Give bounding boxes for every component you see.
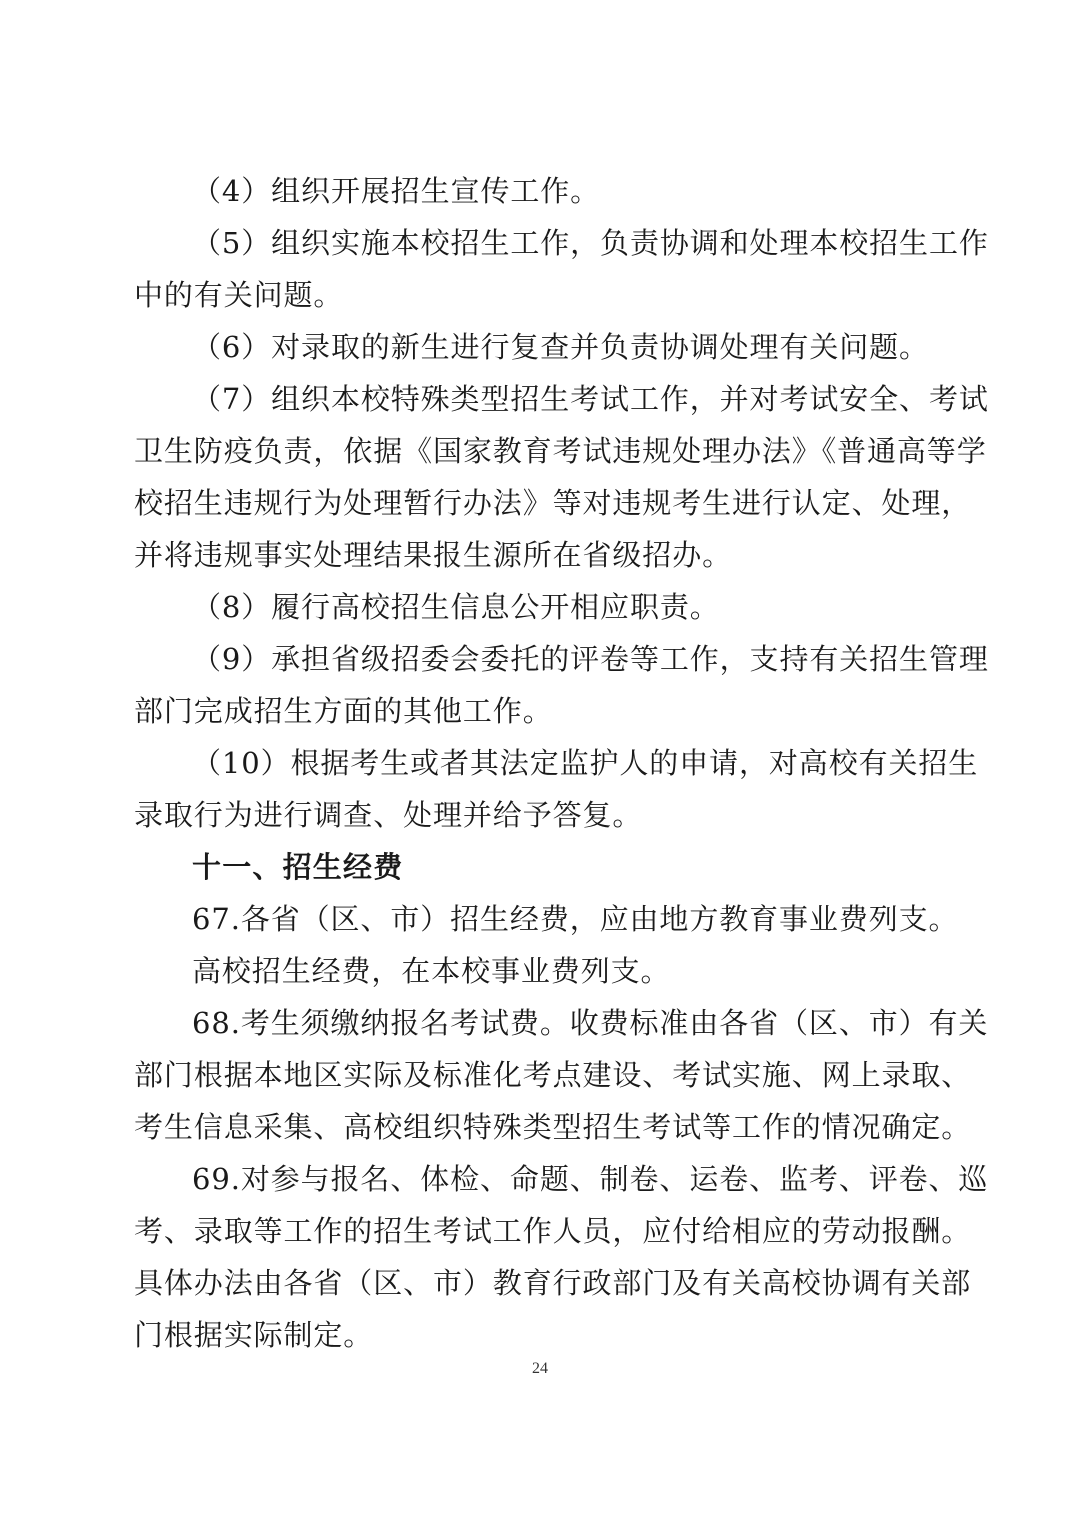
paragraph-line: 高校招生经费，在本校事业费列支。 [192, 954, 671, 988]
paragraph-line: （6）对录取的新生进行复查并负责协调处理有关问题。 [192, 330, 929, 364]
paragraph-line: （10）根据考生或者其法定监护人的申请，对高校有关招生 [192, 746, 979, 780]
paragraph-line: （5）组织实施本校招生工作，负责协调和处理本校招生工作 [192, 226, 989, 260]
paragraph-line: （9）承担省级招委会委托的评卷等工作，支持有关招生管理 [192, 642, 989, 676]
paragraph-line: 部门根据本地区实际及标准化考点建设、考试实施、网上录取、 [134, 1058, 972, 1092]
paragraph-line: 卫生防疫负责，依据《国家教育考试违规处理办法》《普通高等学 [134, 434, 987, 468]
paragraph-line: （4）组织开展招生宣传工作。 [192, 174, 601, 208]
paragraph-line: 具体办法由各省（区、市）教育行政部门及有关高校协调有关部 [134, 1266, 972, 1300]
paragraph-line: 门根据实际制定。 [134, 1318, 374, 1352]
paragraph-line: 部门完成招生方面的其他工作。 [134, 694, 553, 728]
section-heading: 十一、招生经费 [192, 850, 404, 884]
paragraph-line: （8）履行高校招生信息公开相应职责。 [192, 590, 720, 624]
paragraph-line: 录取行为进行调查、处理并给予答复。 [134, 798, 643, 832]
page-number: 24 [532, 1360, 548, 1377]
paragraph-line: 考、录取等工作的招生考试工作人员，应付给相应的劳动报酬。 [134, 1214, 972, 1248]
paragraph-line: 校招生违规行为处理暂行办法》等对违规考生进行认定、处理， [134, 486, 972, 520]
paragraph-line: 中的有关问题。 [134, 278, 344, 312]
paragraph-line: 69.对参与报名、体检、命题、制卷、运卷、监考、评卷、巡 [192, 1162, 989, 1196]
paragraph-line: 68.考生须缴纳报名考试费。收费标准由各省（区、市）有关 [192, 1006, 989, 1040]
paragraph-line: 考生信息采集、高校组织特殊类型招生考试等工作的情况确定。 [134, 1110, 972, 1144]
document-body [134, 165, 989, 1361]
paragraph-line: 67.各省（区、市）招生经费，应由地方教育事业费列支。 [192, 902, 959, 936]
paragraph-line: 并将违规事实处理结果报生源所在省级招办。 [134, 538, 733, 572]
paragraph-line: （7）组织本校特殊类型招生考试工作，并对考试安全、考试 [192, 382, 989, 416]
